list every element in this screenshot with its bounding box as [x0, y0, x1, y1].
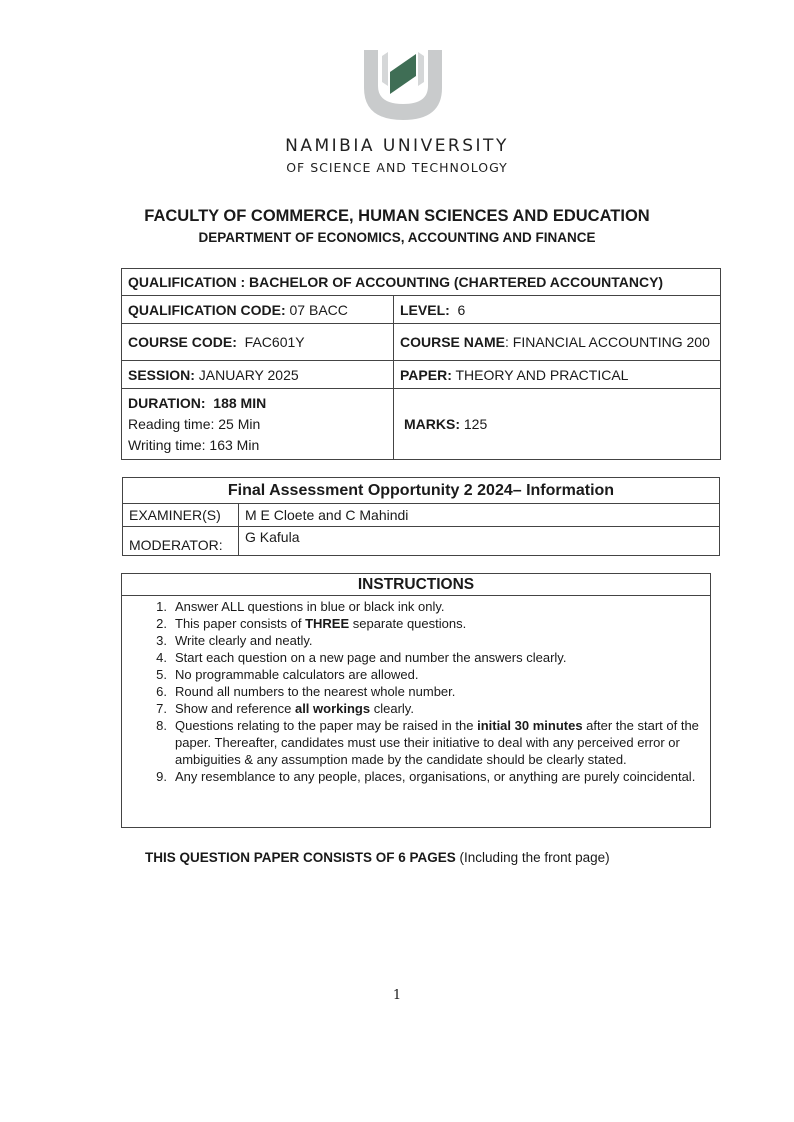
- instruction-number: 1.: [156, 599, 167, 614]
- instruction-number: 2.: [156, 616, 167, 631]
- course-details-table: [121, 268, 721, 460]
- instruction-item: [122, 700, 710, 717]
- university-logo: [358, 42, 448, 124]
- duration-cell: DURATION: 188 MIN Reading time: 25 Min Writing time: 163 Min: [122, 389, 394, 460]
- page-number: 1: [392, 988, 402, 1003]
- instruction-number: 7.: [156, 701, 167, 716]
- instruction-item: [122, 768, 710, 785]
- instruction-item: [122, 615, 710, 632]
- instruction-number: 6.: [156, 684, 167, 699]
- examiner-label: EXAMINER(S): [123, 504, 239, 527]
- instruction-text: Answer ALL questions in blue or black ink only.: [175, 599, 445, 614]
- paper-cell: PAPER: THEORY AND PRACTICAL: [394, 361, 721, 389]
- moderator-label: MODERATOR:: [123, 527, 239, 556]
- course-code-cell: COURSE CODE: FAC601Y: [122, 324, 394, 361]
- instruction-text: Questions relating to the paper may be raised in the initial 30 minutes after the start of the paper. Thereafter, candidates must use their initiative to deal with any perceived error or ambiguities & any assumption made by the candidate should be clearly stated.: [175, 718, 699, 767]
- instruction-text: Round all numbers to the nearest whole number.: [175, 684, 456, 699]
- qualification-cell: QUALIFICATION : BACHELOR OF ACCOUNTING (CHARTERED ACCOUNTANCY): [122, 269, 721, 296]
- instruction-number: 8.: [156, 718, 167, 733]
- instructions-box: [121, 573, 711, 828]
- instruction-text: This paper consists of THREE separate questions.: [175, 616, 467, 631]
- instruction-text: Show and reference all workings clearly.: [175, 701, 414, 716]
- instructions-title: INSTRUCTIONS: [122, 576, 710, 596]
- instruction-item: [122, 649, 710, 666]
- assessment-info-table: [122, 477, 720, 556]
- course-name-cell: COURSE NAME: FINANCIAL ACCOUNTING 200: [394, 324, 721, 361]
- faculty-title: FACULTY OF COMMERCE, HUMAN SCIENCES AND EDUCATION: [144, 207, 650, 225]
- university-name: NAMIBIA UNIVERSITY: [285, 136, 509, 156]
- examiner-value: M E Cloete and C Mahindi: [239, 504, 720, 527]
- page-count-note: THIS QUESTION PAPER CONSISTS OF 6 PAGES (Including the front page): [145, 850, 610, 865]
- instruction-text: Start each question on a new page and number the answers clearly.: [175, 650, 567, 665]
- instruction-text: Write clearly and neatly.: [175, 633, 313, 648]
- instruction-number: 9.: [156, 769, 167, 784]
- qualification-code-cell: QUALIFICATION CODE: 07 BACC: [122, 296, 394, 324]
- university-subtitle: OF SCIENCE AND TECHNOLOGY: [286, 160, 508, 175]
- session-cell: SESSION: JANUARY 2025: [122, 361, 394, 389]
- moderator-value: G Kafula: [239, 527, 720, 556]
- level-cell: LEVEL: 6: [394, 296, 721, 324]
- instructions-list: [122, 598, 710, 785]
- instruction-number: 3.: [156, 633, 167, 648]
- instruction-item: [122, 683, 710, 700]
- instruction-item: [122, 666, 710, 683]
- instruction-item: [122, 632, 710, 649]
- department-title: DEPARTMENT OF ECONOMICS, ACCOUNTING AND FINANCE: [198, 230, 596, 245]
- assessment-title: Final Assessment Opportunity 2 2024– Information: [123, 478, 720, 504]
- marks-cell: MARKS: 125: [394, 389, 721, 460]
- instruction-text: Any resemblance to any people, places, organisations, or anything are purely coincidental.: [175, 769, 696, 784]
- instruction-text: No programmable calculators are allowed.: [175, 667, 419, 682]
- instruction-item: [122, 598, 710, 615]
- instruction-number: 5.: [156, 667, 167, 682]
- instruction-number: 4.: [156, 650, 167, 665]
- instruction-item: [122, 717, 710, 768]
